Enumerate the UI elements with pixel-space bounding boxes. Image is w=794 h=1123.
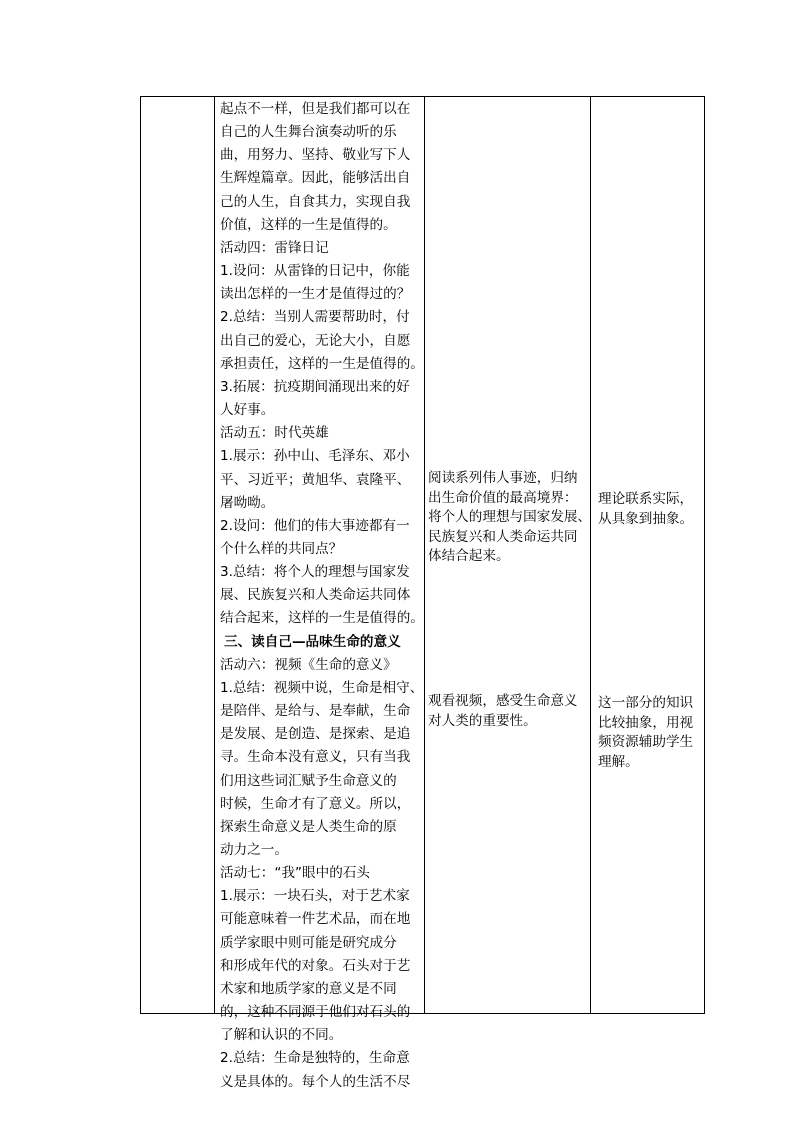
text-line: 术家和地质学家的意义是不同: [220, 980, 397, 997]
text-line: 己的人生，自食其力，实现自我: [220, 193, 411, 210]
text-line: 探索生命意义是人类生命的原: [220, 818, 397, 835]
table-right-border: [704, 96, 705, 1014]
text-line: 承担责任，这样的一生是值得的。: [220, 355, 424, 372]
text-line: 1.展示：孙中山、毛泽东、邓小: [220, 448, 410, 465]
text-line: 对人类的重要性。: [428, 712, 537, 729]
student-activity-cell-2: [428, 692, 578, 731]
text-line: 理论联系实际，: [598, 491, 694, 507]
text-line: 比较抽象，用视: [598, 714, 694, 731]
design-intent-cell-1: [598, 490, 693, 529]
teaching-process-cell: [220, 98, 424, 1094]
text-line: 质学家眼中则可能是研究成分: [220, 934, 397, 951]
lesson-plan-table: [140, 96, 705, 1090]
text-line: 个什么样的共同点？: [220, 540, 343, 557]
column-divider-2: [424, 96, 425, 1014]
text-line: 是发展、是创造、是探索、是追: [220, 726, 411, 743]
text-line: 1.展示：一块石头，对于艺术家: [220, 888, 410, 905]
text-line: 1.设问：从雷锋的日记中，你能: [220, 263, 410, 280]
text-line: 理解。: [598, 753, 639, 770]
text-line: 2.设问：他们的伟大事迹都有一: [220, 517, 410, 534]
text-line: 自己的人生舞台演奏动听的乐: [220, 124, 397, 141]
text-line: 1.总结：视频中说，生命是相守、: [220, 679, 424, 696]
text-line: 3.总结：将个人的理想与国家发: [220, 564, 410, 581]
text-line: 体结合起来。: [428, 548, 510, 564]
activity-heading: 活动四：雷锋日记: [220, 239, 329, 256]
text-line: 价值，这样的一生是值得的。: [220, 216, 397, 233]
text-line: 曲，用努力、坚持、敬业写下人: [220, 147, 411, 164]
text-line: 民族复兴和人类命运共同: [428, 528, 578, 545]
text-line: 动力之一。: [220, 842, 288, 858]
text-line: 展、民族复兴和人类命运共同体: [220, 587, 411, 604]
text-line: 人好事。: [220, 402, 275, 419]
table-top-border: [140, 96, 705, 97]
activity-heading: 活动七：“我”眼中的石头: [220, 865, 371, 882]
text-line: 屠呦呦。: [220, 494, 275, 511]
text-line: 将个人的理想与国家发展、: [428, 509, 592, 525]
student-activity-cell-1: [428, 469, 591, 567]
text-line: 阅读系列伟人事迹，归纳: [428, 470, 578, 486]
text-line: 生辉煌篇章。因此，能够活出自: [220, 170, 411, 187]
text-line: 平、习近平；黄旭华、袁隆平、: [220, 471, 411, 488]
text-line: 2.总结：当别人需要帮助时，付: [220, 309, 410, 326]
text-line: 频资源辅助学生: [598, 734, 694, 750]
column-divider-1: [214, 96, 215, 1014]
text-line: 的，这种不同源于他们对石头的: [220, 1004, 411, 1021]
text-line: 可能意味着一件艺术品，而在地: [220, 911, 411, 928]
text-line: 起点不一样，但是我们都可以在: [220, 101, 411, 117]
text-line: 了解和认识的不同。: [220, 1027, 343, 1044]
text-line: 们用这些词汇赋予生命意义的: [220, 772, 397, 789]
text-line: 寻。生命本没有意义，只有当我: [220, 749, 411, 766]
text-line: 结合起来，这样的一生是值得的。: [220, 610, 424, 627]
text-line: 2.总结：生命是独特的，生命意: [220, 1050, 410, 1067]
text-line: 读出怎样的一生才是值得过的？: [220, 286, 411, 303]
text-line: 观看视频，感受生命意义: [428, 693, 578, 709]
text-line: 出自己的爱心，无论大小，自愿: [220, 332, 411, 349]
activity-heading: 活动五：时代英雄: [220, 425, 329, 442]
design-intent-cell-2: [598, 694, 693, 772]
text-line: 这一部分的知识: [598, 695, 694, 711]
section-heading: 三、读自己—品味生命的意义: [224, 633, 401, 650]
text-line: 是陪伴、是给与、是奉献，生命: [220, 703, 411, 720]
text-line: 出生命价值的最高境界：: [428, 489, 578, 506]
text-line: 时候，生命才有了意义。所以，: [220, 795, 411, 812]
text-line: 3.拓展：抗疫期间涌现出来的好: [220, 378, 410, 395]
text-line: 和形成年代的对象。石头对于艺: [220, 957, 411, 974]
text-line: 义是具体的。每个人的生活不尽: [220, 1073, 411, 1090]
activity-heading: 活动六：视频《生命的意义》: [220, 656, 397, 673]
text-line: 从具象到抽象。: [598, 510, 694, 527]
table-left-border: [140, 96, 141, 1014]
